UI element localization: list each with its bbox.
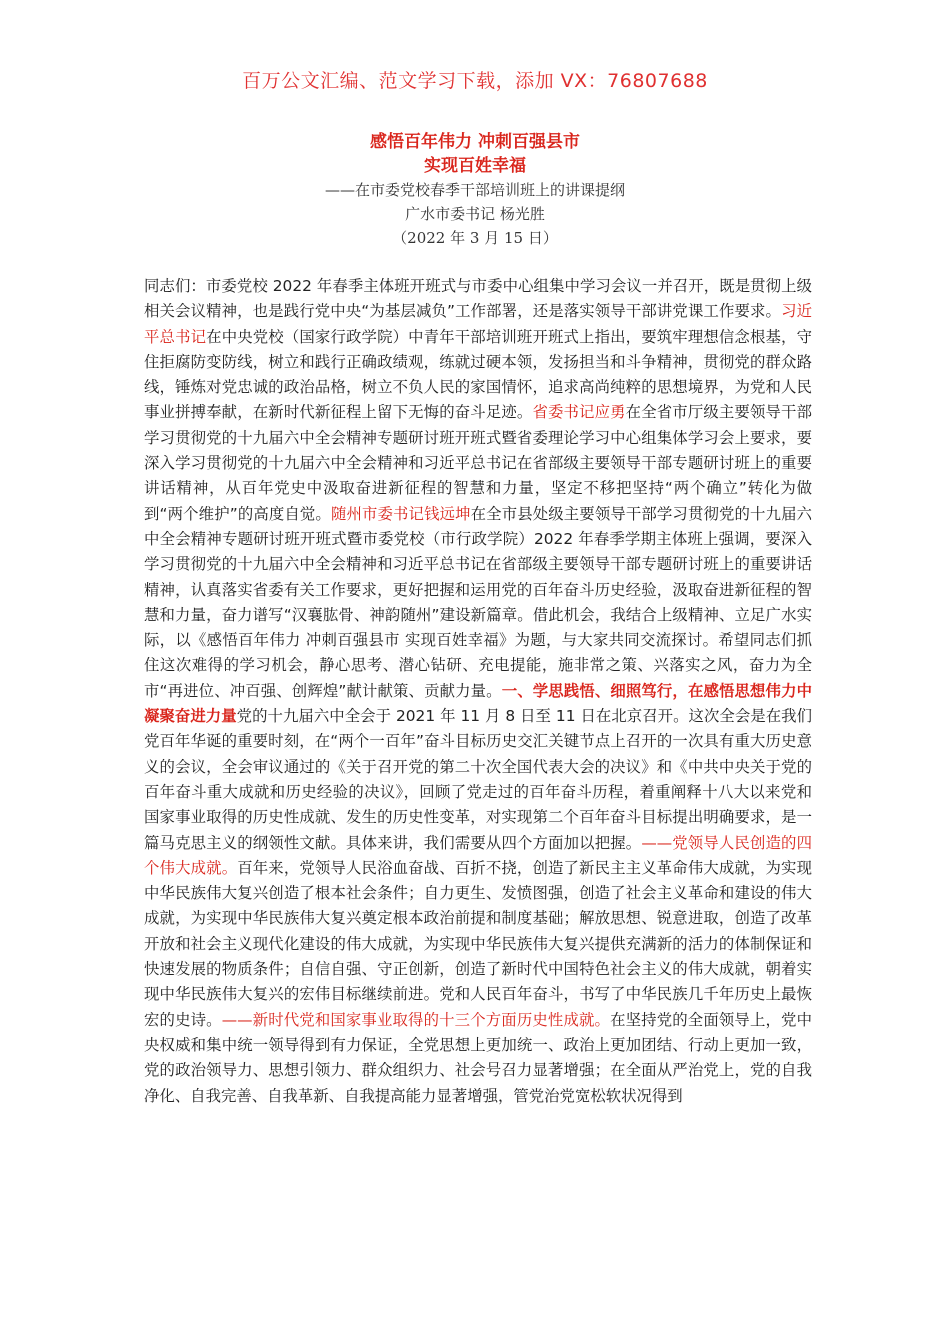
body-text-segment: 在全市县处级主要领导干部学习贯彻党的十九届六中全会精神专题研讨班开班式暨市委党校（市行政学院）2022 年春季学期主体班上强调，要深入学习贯彻党的十九届六中全会精神和习近平总书记在省部级主要领导干部专题研讨班上的重要讲话精神，认真落实省委有关工作要求，更好把握和运用党的百年奋斗历史经验，汲取奋进新征程的智慧和力量，奋力谱写“汉襄肱骨、神韵随州”建设新篇章。借此机会，我结合上级精神、立足广水实际，以《感悟百年伟力 冲刺百强县市 实现百姓幸福》为题，与大家共同交流探讨。希望同志们抓住这次难得的学习机会，静心思考、潜心钻研、充电提能，施非常之策、兴落实之风，奋力为全市“再进位、冲百强、创辉煌”献计献策、贡献力量。 bbox=[144, 504, 812, 700]
title-block bbox=[0, 130, 950, 250]
date-line: （2022 年 3 月 15 日） bbox=[392, 229, 558, 247]
body-text-segment: 同志们：市委党校 2022 年春季主体班开班式与市委中心组集中学习会议一并召开，既是贯彻上级相关会议精神，也是践行党中央“为基层减负”工作部署，还是落实领导干部讲党课工作要求。 bbox=[144, 277, 812, 321]
body-text-segment: 在全省市厅级主要领导干部学习贯彻党的十九届六中全会精神专题研讨班开班式暨省委理论学习中心组集体学习会上要求，要深入学习贯彻党的十九届六中全会精神和习近平总书记在省部级主要领导干部专题研讨班上的重要讲话精神，从百年党史中汲取奋进新征程的智慧和力量，坚定不移把坚持“两个确立”转化为做到“两个维护”的高度自觉。 bbox=[144, 403, 812, 523]
subheading-four-achievements: ——党领导人民创造的四个伟大成就。 bbox=[144, 833, 812, 877]
subtitle: ——在市委党校春季干部培训班上的讲课提纲 bbox=[324, 181, 625, 199]
body-text-segment: 百年来，党领导人民浴血奋战、百折不挠，创造了新民主主义革命伟大成就，为实现中华民族伟大复兴创造了根本社会条件；自力更生、发愤图强，创造了社会主义革命和建设的伟大成就，为实现中华民族伟大复兴奠定根本政治前提和制度基础；解放思想、锐意进取，创造了改革开放和社会主义现代化建设的伟大成就，为实现中华民族伟大复兴提供充满新的活力的体制保证和快速发展的物质条件；自信自强、守正创新，创造了新时代中国特色社会主义的伟大成就，朝着实现中华民族伟大复兴的宏伟目标继续前进。党和人民百年奋斗，书写了中华民族几千年历史上最恢宏的史诗。 bbox=[144, 858, 812, 1029]
highlight-provincial-secretary: 省委书记应勇 bbox=[532, 403, 626, 422]
section-heading-1: 一、学思践悟、细照笃行，在感悟思想伟力中凝聚奋进力量 bbox=[144, 681, 812, 726]
body-text-segment: 在坚持党的全面领导上，党中央权威和集中统一领导得到有力保证，全党思想上更加统一、政治上更加团结、行动上更加一致，党的政治领导力、思想引领力、群众组织力、社会号召力显著增强；在全面从严治党上，党的自我净化、自我完善、自我革新、自我提高能力显著增强，管党治党宽松软状况得到 bbox=[144, 1010, 812, 1105]
highlight-suizhou-secretary: 随州市委书记钱远坤 bbox=[330, 504, 471, 523]
body-text-segment: 党的十九届六中全会于 2021 年 11 月 8 日至 11 日在北京召开。这次全会是在我们党百年华诞的重要时刻，在“两个一百年”奋斗目标历史交汇关键节点上召开的一次具有重大历史意义的会议，全会审议通过的《关于召开党的第二十次全国代表大会的决议》和《中共中央关于党的百年奋斗重大成就和历史经验的决议》，回顾了党走过的百年奋斗历程，着重阐释十八大以来党和国家事业取得的历史性成就、发生的历史性变革，对实现第二个百年奋斗目标提出明确要求，是一篇马克思主义的纲领性文献。具体来讲，我们需要从四个方面加以把握。 bbox=[144, 707, 812, 852]
body-paragraph bbox=[144, 274, 812, 1109]
author-line: 广水市委书记 杨光胜 bbox=[405, 205, 545, 223]
promo-banner: 百万公文汇编、范文学习下载，添加 VX：76807688 bbox=[242, 70, 708, 92]
highlight-xi-jinping: 习近平总书记 bbox=[144, 302, 812, 346]
main-title-line-1: 感悟百年伟力 冲刺百强县市 bbox=[370, 132, 580, 152]
subheading-thirteen-achievements: ——新时代党和国家事业取得的十三个方面历史性成就。 bbox=[221, 1010, 611, 1029]
body-text-segment: 在中央党校（国家行政学院）中青年干部培训班开班式上指出，要筑牢理想信念根基，守住拒腐防变防线，树立和践行正确政绩观，练就过硬本领，发扬担当和斗争精神，贯彻党的群众路线，锤炼对党忠诚的政治品格，树立不负人民的家国情怀，追求高尚纯粹的思想境界，为党和人民事业拼搏奉献，在新时代新征程上留下无悔的奋斗足迹。 bbox=[144, 327, 812, 422]
main-title-line-2: 实现百姓幸福 bbox=[424, 156, 526, 176]
